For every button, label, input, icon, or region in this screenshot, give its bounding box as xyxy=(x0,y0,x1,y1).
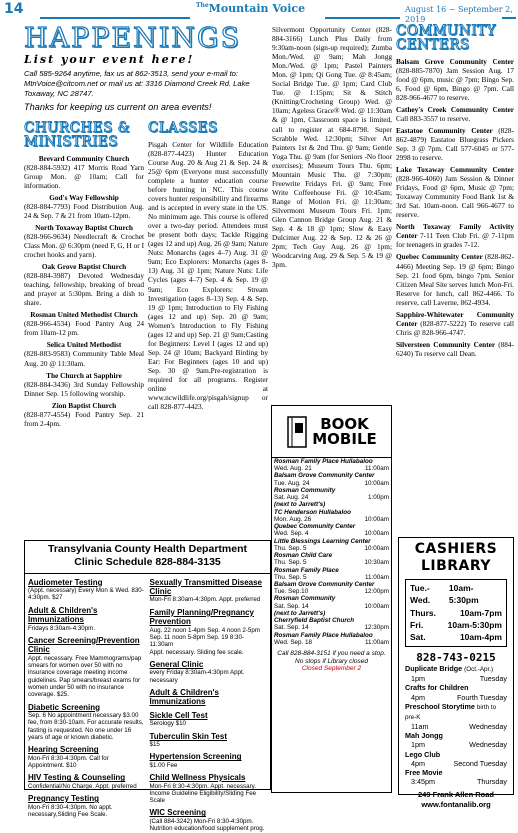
event-day: Fourth Tuesday xyxy=(457,692,507,702)
clinic-details: (Appt. necessary) Every Mon & Wed. 830-4:30pm. $27 xyxy=(28,587,144,602)
clinic-entry xyxy=(150,608,268,656)
church-entry xyxy=(24,154,144,190)
stop-datetime xyxy=(274,516,389,523)
happenings-title: HAPPENINGS xyxy=(24,23,242,54)
center-entry xyxy=(396,310,514,337)
center-name: Quebec Community Center xyxy=(396,252,485,262)
clinic-details: Appt. necessary. Free Mammograms/pap smears for women over 50 with no insurance coverage meeting income guidelines. Pap smears/breast exams for women under 50 with no insurance coverage. $25. xyxy=(28,654,142,699)
health-subtitle: Clinic Schedule 828-884-3135 xyxy=(74,555,221,568)
event-name: Mah Jongg xyxy=(405,731,443,741)
event-when xyxy=(405,693,507,702)
stop-name: Rosman Family Place Hullabaloo xyxy=(274,631,373,639)
stop-time: 10:00am xyxy=(364,530,389,538)
stop-time: 11:00am xyxy=(364,465,389,473)
church-entry xyxy=(24,340,144,367)
event-time: 1pm xyxy=(411,674,425,684)
bookmobile-stop xyxy=(272,538,391,552)
issue-date: August 16 ~ September 2, 2019 xyxy=(405,5,513,24)
stop-date: Sat. Aug. 24 xyxy=(274,494,309,502)
church-details: (828-884-3436) 3rd Sunday Fellowship Dinner Sep. 15 following worship. xyxy=(24,379,144,398)
event-when xyxy=(405,759,507,768)
center-details: (884-6240) To reserve call Dean. xyxy=(396,339,514,358)
stop-datetime xyxy=(274,574,389,581)
stop-time: 12:30pm xyxy=(364,624,389,632)
clinic-details: (Call 884-3242) Mon-Fri 8:30-4:30pm. Nutrition education/food supplement prog. xyxy=(149,817,265,833)
center-entry xyxy=(396,105,514,123)
bookmobile-stop xyxy=(272,509,391,523)
stop-time: 12:00pm xyxy=(364,588,389,596)
health-dept-box xyxy=(24,540,271,833)
health-title: Transylvania County Health Department xyxy=(48,543,247,555)
event-when xyxy=(405,777,507,786)
clinic-entry xyxy=(28,606,146,632)
stop-name: Balsam Grove Community Center xyxy=(274,580,375,588)
stop-name: (next to Jarrett's) xyxy=(274,609,326,617)
stop-datetime xyxy=(274,588,389,595)
bookmobile-stop xyxy=(272,487,391,501)
hours-row xyxy=(410,619,502,631)
bookmobile-stop xyxy=(272,595,391,609)
center-details: (828-885-7870) Jam Session Aug. 17 food @ 6pm, music @ 7pm; Bingo Sep. 6, Food @ 6pm, Bingo @ 7pm. Call 828-966-4677 to reserve. xyxy=(396,65,514,102)
stop-name: Rosman Family Place Hullabaloo xyxy=(274,458,373,465)
clinic-name: Child Wellness Physicals xyxy=(149,773,246,783)
clinic-name: Hypertension Screening xyxy=(149,752,242,762)
event-day: Second Tuesday xyxy=(453,758,507,768)
masthead: $^{The}$Mountain Voice xyxy=(196,2,306,15)
library-hours xyxy=(405,579,507,647)
stop-time: 10:00am xyxy=(364,544,389,552)
happenings-subtitle: List your event here! xyxy=(24,53,195,66)
bookmobile-title-1: BOOK xyxy=(320,414,369,433)
churches-column xyxy=(24,122,144,538)
stop-datetime xyxy=(274,639,389,646)
event-name: Lego Club xyxy=(405,749,441,759)
church-name: Zion Baptist Church xyxy=(51,400,117,410)
classes-column xyxy=(148,122,268,538)
stop-name: (next to Jarrett's) xyxy=(274,501,326,509)
bookmobile-footer: Call 828-884-3151 if you need a stop. No stops if Library closed Closed September 2 xyxy=(277,650,386,673)
event-name: Free Movie xyxy=(405,768,443,778)
bookmobile-stop xyxy=(272,567,391,581)
church-entry xyxy=(24,223,144,259)
stop-date: Thu. Sep. 5 xyxy=(274,544,307,552)
stop-date: Thu. Sep. 5 xyxy=(274,559,307,567)
stop-datetime xyxy=(274,545,389,552)
church-entry xyxy=(24,371,144,398)
clinic-details: Aug. 22 noon 1-4pm Sep. 4 noon 2-5pm Sep. 11 noon 5-8pm Sep. 19 8:30-11:30am Appt. necessary. Sliding fee scale. xyxy=(149,626,260,656)
church-name: North Toxaway Baptist Church xyxy=(35,222,133,232)
clinic-name: Pregnancy Testing xyxy=(28,794,99,804)
silvermont-column xyxy=(272,25,392,403)
classes-text: Pisgah Center for Wildlife Education (828-877-4423) Hunter Education Course Aug. 20 & Aug 21 & Sep. 24 & 25@ 6pm (Everyone must successfully complete a hunter education course before hunting in NC. This course covers hunter responsibility and firearms and is accepted in every state in the US. No minimum age. This course is offered over a two-day period. Attendees must be present both days; Tackle Rigging (ages 12 and up) Aug. 26 @ 9am; Nature Nuts: Monarchs (ages 4–7) Aug. 31 @ 9am; Eco Explorers: Monarchs (ages 8-13) Aug. 31 @ 1pm; Nature Nuts: Life Cycles (ages 4–7) Sep. 4 & Sep. 19 @ 9am; Eco Explorers: Stream Investigation (ages 8–13) Sep. 4 & Sep. 19 @ 1pm; Introduction to Fly Fishing (ages 12 and up) Sep. 20 @ 9am; Women's Introduction to Fly Fishing (ages 12 and up) Sep. 21 @ 9am;Casting for Beginners: Level I (ages 12 and up) Sep. 24 @ 10am; Backyard Birding by Ear: For Beginners (ages 10 and up) Sep. 30 @ 9am.Pre-registration is required for all programs. Register online at www.ncwildlife.org/pisgah/signup or call 828-877-4423. xyxy=(148,139,268,412)
hours-day: Thurs. xyxy=(410,607,436,618)
church-name: God's Way Fellowship xyxy=(49,192,119,202)
event-when xyxy=(405,740,507,749)
library-title: CASHIERS LIBRARY xyxy=(414,541,498,575)
clinic-entry xyxy=(28,773,146,790)
library-event xyxy=(405,702,507,731)
clinic-entry xyxy=(28,703,146,742)
clinic-name: Adult & Children's Immunizations xyxy=(149,687,219,707)
event-name: Crafts for Children xyxy=(405,683,469,693)
clinic-details: $1.00 Fee xyxy=(149,761,178,769)
stop-date: Tue. Aug. 24 xyxy=(274,479,310,487)
stop-time: 10:00am xyxy=(364,479,389,487)
stop-date: Thu. Sep. 5 xyxy=(274,573,307,581)
stop-name: Rosman Family Place xyxy=(274,566,339,574)
library-event xyxy=(405,731,507,749)
bookmobile-stop xyxy=(272,632,391,646)
silvermont-text: Silvermont Opportunity Center (828-884-3166) Lunch Plus Daily from 9:30am-noon (sign-up required); Zumba Mon./Wed. @ 9am; Mah Jongg Mon./Wed. @ 1pm; Pastel Painters Mon. @ 1pm; Qi Gong Tue. @ 8:45am; Social Bridge Tue. @ 1pm; Card Club Tue. @ 1:15pm; Sit & Stitch (Knitting/Crocheting Group) Wed. @ 10am; Ageless Grace® Wed. @ 11:30am & @ 1pm, Classroom space is limited, call to register at 684-8798. Super Scrabble Wed. 12:30pm; Silver Art Painters 1st & 2nd Thu. @ 9am; Gentle Yoga Thu. @ 9am (for Seniors -No floor exercises); Museum Tours Thu. 6pm; Mountain Music Thu. @ 7:30pm; Freewrite Fridays Fri. @ 9am; Free Write Coffeehouse Fri. @ 10:45am; Range of Motion Fri. @ 11:30am; Silvermont Museum Tours Fri. 1pm; Glen Cannon Bridge Group Aug. 21 & Sep. 4 & 18 @ 1pm; Slow & Easy Dulcimer Aug. 22 & Sep. 12 & 26 @ 2pm; Tech Guy Aug. 26 @ 1pm; Woodcarving Aug. 29 & Sep. 5 & 19 @ 3pm. xyxy=(272,25,392,270)
clinic-entry xyxy=(28,636,146,699)
event-note: (Oct.-Apr.) xyxy=(464,666,494,674)
hours-day: Sat. xyxy=(410,632,426,643)
clinic-entry xyxy=(150,732,268,749)
center-details: (828-862-4466) Meeting Sep. 19 @ 6pm; Bingo Sep. 21 food 6pm, bingo 7pm. Senior Citizen Meal Site serves lunch Mon-Fri. Reserve for lunch, call 862-4466. To reserve, call Laverne, 862-4934. xyxy=(396,252,514,307)
event-note: birth to pre-K xyxy=(405,703,497,721)
clinic-details: every Friday 8:30am-4:30pm Appt. necessary xyxy=(149,669,245,684)
bookmobile-title-2: MOBILE xyxy=(312,429,377,448)
center-entry xyxy=(396,165,514,219)
churches-heading: CHURCHES & MINISTRIES xyxy=(24,120,131,150)
stop-name: Rosman Community xyxy=(274,595,336,603)
event-time: 11am xyxy=(411,721,429,731)
event-day: Tuesday xyxy=(479,674,507,684)
stop-name: Balsam Grove Community Center xyxy=(274,472,375,480)
community-centers-column xyxy=(396,25,514,533)
library-events xyxy=(399,664,513,786)
stop-date: Wed. Sep. 18 xyxy=(274,638,313,646)
center-name: North Toxaway Family Activity Center xyxy=(396,222,514,241)
church-name: Selica United Methodist xyxy=(46,340,122,350)
bookmobile-box xyxy=(271,405,392,793)
clinic-details: Mon-Fri 8:30-4:30pm. Appt. necessary. Income Guideline Eligibility/Sliding Fee Scale xyxy=(149,782,257,805)
center-name: Silversteen Community Center xyxy=(396,339,499,349)
health-right-column xyxy=(150,574,268,833)
library-address: 249 Frank Allen Road xyxy=(418,790,494,800)
classes-heading: CLASSES xyxy=(148,120,218,136)
community-centers-heading: COMMUNITY CENTERS xyxy=(396,23,496,53)
stop-datetime xyxy=(274,530,389,537)
stop-datetime xyxy=(274,624,389,631)
clinic-details: Mon-Fri 8:30am-4:30pm. Appt. preferred xyxy=(149,596,261,604)
center-name: Eastatoe Community Center xyxy=(396,125,499,135)
health-left-column xyxy=(28,574,146,833)
clinic-name: General Clinic xyxy=(149,659,204,669)
hours-time: 10am-5:30pm xyxy=(448,583,479,606)
bookmobile-stop xyxy=(272,458,391,472)
church-details: (828-884-3987) Devoted Wednesday teaching, fellowship, breaking of bread and prayer at 5:30pm. Bring a dish to share. xyxy=(24,271,144,308)
clinic-name: Family Planning/Pregnancy Prevention xyxy=(149,607,254,627)
bookmobile-stop xyxy=(272,610,391,617)
clinic-entry xyxy=(150,688,268,707)
event-time: 1pm xyxy=(411,740,425,750)
bookmobile-logo xyxy=(272,406,391,458)
stop-date: Mon. Aug. 26 xyxy=(274,515,312,523)
event-time: 4pm xyxy=(411,692,425,702)
stop-datetime xyxy=(274,480,389,487)
stop-date: Sat. Sep. 14 xyxy=(274,602,309,610)
clinic-name: Hearing Screening xyxy=(28,745,99,755)
center-details: (828-966-4060) Jam Session & Dinner Fridays, Food @ 6pm, Music @ 7pm; Toxaway Community Food Bank 1st & 3rd Sat. 10am-noon. Call 966-4677 to reserve. xyxy=(396,174,514,220)
church-name: Oak Grove Baptist Church xyxy=(41,262,127,272)
clinic-name: Adult & Children's Immunizations xyxy=(28,605,98,625)
thanks-note: Thanks for keeping us current on area events! xyxy=(24,101,212,112)
center-details: (828-877-5222) To reserve call Chris @ 828-966-4747. xyxy=(396,318,514,337)
clinic-details: Mon-Fri 8:30-4:30pm. No appt. necessary,Sliding Fee Scale. xyxy=(28,803,113,818)
header-rule-mid xyxy=(325,17,400,19)
stop-name: Little Blessings Learning Center xyxy=(274,537,371,545)
contact-info: Call 585-9264 anytime, fax us at 862-3513, send your e-mail to: MtnVoice@citcom.net or mail us at: 3316 Diamond Creek Rd. Lake Toxaway, NC 28747. xyxy=(24,69,250,99)
clinic-name: Audiometer Testing xyxy=(28,577,103,587)
library-event xyxy=(405,664,507,683)
stop-time: 10:00am xyxy=(364,515,389,523)
clinic-entry xyxy=(150,773,268,804)
clinic-entry xyxy=(28,745,146,769)
book-icon xyxy=(286,415,308,449)
center-entry xyxy=(396,252,514,306)
stop-name: Quebec Community Center xyxy=(274,523,356,531)
clinic-name: Sexually Transmitted Disease Clinic xyxy=(149,577,262,597)
center-entry xyxy=(396,126,514,162)
clinic-entry xyxy=(28,794,146,818)
event-day: Wednesday xyxy=(469,721,507,731)
church-list xyxy=(24,154,144,428)
clinic-details: $15 xyxy=(149,741,160,749)
bookmobile-stop xyxy=(272,523,391,537)
stop-name: Rosman Child Care xyxy=(274,552,333,560)
library-phone: 828-743-0215 xyxy=(416,650,496,664)
clinic-name: WIC Screening xyxy=(149,808,206,818)
hours-time: 10am-5:30pm xyxy=(447,620,502,631)
clinic-entry xyxy=(150,808,268,832)
stop-name: TC Henderson Hullabaloo xyxy=(274,508,351,516)
stop-date: Wed. Sep. 4 xyxy=(274,530,309,538)
stop-date: Wed. Aug. 21 xyxy=(274,465,312,473)
stop-time: 11:00am xyxy=(364,638,389,646)
stop-datetime xyxy=(274,494,389,501)
center-name: Lake Toxaway Community Center xyxy=(396,165,514,175)
bookmobile-stop xyxy=(272,581,391,595)
event-when xyxy=(405,722,507,731)
bookmobile-stops xyxy=(272,458,391,646)
event-day: Thursday xyxy=(477,777,507,787)
clinic-entry xyxy=(150,660,268,684)
bookmobile-stop xyxy=(272,617,391,631)
bookmobile-stop xyxy=(272,501,391,508)
clinic-entry xyxy=(150,711,268,728)
church-entry xyxy=(24,310,144,337)
bookmobile-stop xyxy=(272,472,391,486)
event-name: Duplicate Bridge (Oct.-Apr.) xyxy=(405,664,494,674)
church-name: Rosman United Methodist Church xyxy=(30,310,138,320)
event-day: Wednesday xyxy=(469,740,507,750)
center-entry xyxy=(396,57,514,102)
event-when xyxy=(405,674,507,683)
event-time: 4pm xyxy=(411,758,425,768)
clinic-name: Tuberculin Skin Test xyxy=(149,731,227,741)
stop-datetime xyxy=(274,603,389,610)
center-details: (828-862-4879) Eastatoe Bluegrass Pickers Sep. 3 @ 7pm. Call 577-6045 or 577-2998 to reserve. xyxy=(396,125,514,162)
clinic-details: Fridays 8:30am-4:30pm. xyxy=(28,624,96,632)
center-name: Sapphire-Whitewater Community Center xyxy=(396,309,514,328)
clinic-details: Serology $10 xyxy=(149,720,186,728)
church-entry xyxy=(24,262,144,307)
stop-time: 10:30am xyxy=(364,559,389,567)
stop-datetime xyxy=(274,465,389,472)
clinic-details: Sep. 6 No appointment necessary $3.00 fee, from 8:30-10am. For accurate results, fasting is requested. No one under 16 years of age or known diabetic. xyxy=(28,712,144,741)
stop-time: 10:00am xyxy=(364,602,389,610)
event-time: 3:45pm xyxy=(411,777,435,787)
church-entry xyxy=(24,401,144,428)
center-name: Cathey's Creek Community Center xyxy=(396,104,514,114)
church-entry xyxy=(24,193,144,220)
page-number: 14 xyxy=(4,1,24,18)
hours-day: Tue.-Wed. xyxy=(410,583,431,606)
hours-day: Fri. xyxy=(410,620,424,631)
church-name: The Church at Sapphire xyxy=(46,370,122,380)
clinic-details: Confidential/No Charge. Appt. preferred xyxy=(28,782,137,790)
hours-time: 10am-4pm xyxy=(459,632,502,643)
header-rule-left xyxy=(40,17,190,19)
stop-time: 1:00pm xyxy=(367,494,389,502)
stop-name: Cherryfield Baptist Church xyxy=(274,617,355,625)
event-name: Preschool Storytime birth to pre-K xyxy=(405,701,497,721)
hours-row xyxy=(410,582,502,607)
community-center-list xyxy=(396,57,514,358)
library-event xyxy=(405,768,507,786)
center-details: Call 883-3557 to reserve. xyxy=(396,113,471,123)
clinic-entry xyxy=(150,752,268,769)
clinic-name: Sickle Cell Test xyxy=(149,710,208,720)
happenings-block xyxy=(24,25,269,125)
church-name: Brevard Community Church xyxy=(38,153,130,163)
stop-name: Rosman Community xyxy=(274,486,336,494)
stop-date: Sat. Sep. 14 xyxy=(274,624,309,632)
church-details: (828-877-4554) Food Pantry Sep. 21 from 2-4pm. xyxy=(24,409,144,428)
church-details: (828-883-9583) Community Table Meal Aug. 20 @ 11:30am. xyxy=(24,349,144,368)
stop-date: Tue. Sep.10 xyxy=(274,588,309,596)
church-details: (828-884-5932) 417 Morris Road Yarn Group Mon. @ 10am; Call for information. xyxy=(24,162,144,190)
center-entry xyxy=(396,340,514,358)
stop-time: 11:00am xyxy=(364,573,389,581)
clinic-entry xyxy=(150,578,268,604)
clinic-name: HIV Testing & Counseling xyxy=(28,773,126,783)
library-event xyxy=(405,750,507,768)
clinic-details: Mon-Fri 8:30-4:30pm. Call for Appointment. $10 xyxy=(28,754,109,770)
library-event xyxy=(405,683,507,701)
clinic-name: Diabetic Screening xyxy=(28,702,101,712)
library-website: www.fontanalib.org xyxy=(421,799,491,809)
hours-row xyxy=(410,631,502,643)
cashiers-library-box xyxy=(398,537,514,809)
stop-datetime xyxy=(274,559,389,566)
center-name: Balsam Grove Community Center xyxy=(396,56,514,66)
bookmobile-stop xyxy=(272,552,391,566)
hours-row xyxy=(410,607,502,619)
hours-time: 10am-7pm xyxy=(459,607,502,618)
clinic-entry xyxy=(28,578,146,602)
church-details: (828-966-4534) Food Pantry Aug 24 from 10am-12 pm. xyxy=(24,319,144,338)
church-details: (828-884-7793) Food Distribution Aug. 24 & Sep. 7 & 21 from 10am-12pm. xyxy=(24,201,144,220)
clinic-name: Cancer Screening/Prevention Clinic xyxy=(28,635,140,655)
center-details: 7-11 Teen Club Fri. @ 7-11pm for teenagers in grades 7-12. xyxy=(396,231,514,250)
church-details: (828-966-9634) Needlecraft & Crochet Class Mon. @ 6:30pm (need F, G, H or I crochet hooks and yarn). xyxy=(24,231,144,259)
center-entry xyxy=(396,222,514,249)
